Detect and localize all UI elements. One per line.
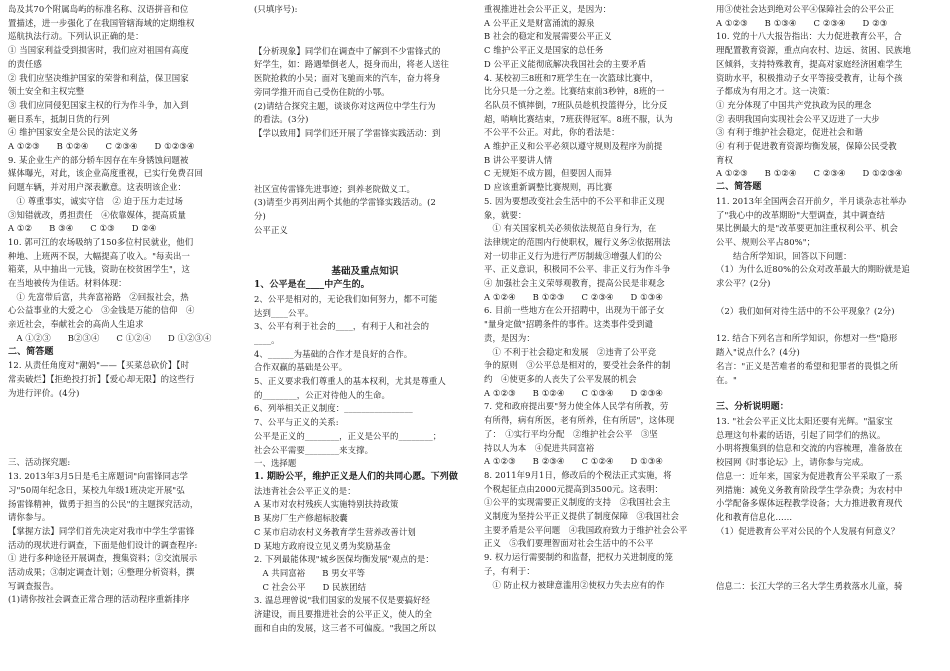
text-line: D 应该重新调整比赛规则，再比赛	[484, 182, 613, 193]
text-line: 重视推进社会公平正义，是因为：	[484, 4, 612, 14]
text-line: 在。"	[716, 374, 737, 385]
text-line: 6、列举相关正义制度：________________	[254, 403, 413, 414]
text-line: 不公平不公正。对此，你的看法是：	[484, 127, 620, 138]
text-line: (只填序号):	[254, 4, 298, 14]
text-line: C 无规矩不成方圆，但要因人而异	[484, 168, 612, 179]
text-line: 公平是正义的________，正义是公平的________；	[254, 430, 442, 441]
text-line: 种地、上班两不误，大幅提高了收入。"每卖出一	[8, 250, 190, 261]
answer-space	[716, 387, 938, 401]
text-line: B 讲公平要讲人情	[484, 154, 553, 165]
text-line: ④ 有利于促进教育资源均衡发展，保障公民受教	[716, 141, 897, 152]
text-line: 平、正义意识，积极同不公平、非正义行为作斗争	[484, 264, 671, 275]
text-line: 果比例最大的是"改革要更加注重权利公平、机会	[716, 223, 898, 234]
text-line: 9. 权力运行需要制约和监督，把权力关进制度的笼	[484, 552, 673, 563]
text-line: 的________，公正对待他人的生命。	[254, 389, 390, 400]
text-line: 砸日系车，抵制日货的行列	[8, 113, 110, 124]
section-heading: 二、简答题	[716, 182, 762, 193]
text-line: 主要矛盾是公平问题 ④我国政府致力于维护社会公平	[484, 524, 688, 535]
text-line: 法律规定的范围内行使职权，履行义务②依据刑法	[484, 236, 671, 247]
text-line: ③ 有利于维护社会稳定，促进社会和谐	[716, 127, 863, 138]
text-line: 13. 2013年3月5日是毛主席题词"向雷锋同志学	[8, 471, 189, 482]
text-line: 11. 2013年全国两会召开前夕，半月谈杂志社举办	[716, 195, 907, 206]
text-line: 争的原则 ③公平总是相对的，要受社会条件的制	[484, 360, 671, 371]
text-line: ④ 维护国家安全是公民的法定义务	[8, 127, 138, 138]
text-line: 岛及其70个附属岛屿的标准名称、汉语拼音和位	[8, 4, 189, 14]
text-line: 6. 目前一些地方在公开招聘中，出现为干部子女	[484, 305, 665, 316]
section-heading: 1、公平是在____中产生的。	[254, 280, 370, 291]
text-line: （1）促进教育公平对公民的个人发展有何意义？	[716, 525, 900, 536]
section-heading: 1. 期盼公平，维护正义是人们的共同心愿。下列做	[254, 471, 458, 482]
text-line: ① 不利于社会稳定和发展 ②违背了公平竞	[484, 346, 657, 357]
text-line: ② 表明我国向实现社会公平又迈进了一大步	[716, 113, 880, 124]
text-line: 比分只是一分之差。比赛结束前3秒钟，8班的一	[484, 86, 665, 97]
text-line: 责，是因为：	[484, 332, 535, 343]
text-line: 活动成果；③制定调查计划；④整理分析资料，撰	[8, 567, 195, 578]
text-line: C 维护公平正义是国家的总任务	[484, 45, 604, 56]
text-line: (3)请至少再列出两个其他的学雷锋实践活动。(2	[254, 197, 436, 208]
text-line: A 某市对农村残疾人实施特别扶持政策	[254, 499, 399, 510]
text-line: 2、公平是相对的，无论我们如何努力，都不可能	[254, 293, 438, 304]
text-line: 小明将搜集到的信息和交流的内容梳理，准备放在	[716, 443, 903, 454]
column-2	[254, 3, 476, 669]
text-line: ① 先富带后富，共奔富裕路 ②回报社会，热	[8, 291, 189, 302]
text-line: 社会公平需要________来支撑。	[254, 444, 374, 455]
text-line: 校园网《时事论坛》上，请你参与完成。	[716, 457, 869, 468]
text-line: 医院抢救的小吴；面对飞驰而来的汽车，奋力将身	[254, 73, 441, 84]
text-line: 10. 党的十八大报告指出：大力促进教育公平，合	[716, 31, 902, 42]
text-line: 列措施：减免义务教育阶段学生学杂费；为农村中	[716, 484, 903, 495]
answer-space	[8, 400, 230, 456]
text-line: 好学生，如：路遇晕倒老人，挺身而出，将老人送往	[254, 59, 449, 70]
text-line: 12. 结合下列名言和所学知识，你想对一些"隐形	[716, 333, 898, 344]
text-line: 扬雷锋精神，做勇于担当的公民"的主题探究活动，	[8, 498, 199, 509]
text-line: 法违背社会公平正义的是：	[254, 485, 356, 496]
text-line: 小学配备多媒体远程教学设备；大力推进教育现代	[716, 498, 903, 509]
text-line: D 某地方政府设立见义勇为奖励基金	[254, 540, 391, 551]
text-line: 有所得，病有所医，老有所养，住有所居"，这体现	[484, 415, 675, 426]
text-line: C 某市启动农村义务教育学生营养改善计划	[254, 526, 416, 537]
section-heading: 三、活动探究题:	[8, 457, 71, 468]
text-line: 求公平？(2分)	[716, 278, 771, 289]
text-line: ③知错就改，勇担责任 ④依靠媒体，提高质量	[8, 209, 186, 220]
text-line: 名言："正义是苦难者的希望和犯罪者的畏惧之所	[716, 360, 898, 371]
answer-space	[254, 17, 476, 45]
text-line: 化和教育信息化……	[716, 511, 793, 522]
text-line: A ①②③ B②③④ C ①②④ D ①②③④	[8, 332, 212, 343]
text-line: 置描述，进一步强化了在我国管辖海域的定期维权	[8, 17, 195, 28]
text-line: 信息二：长江大学的三名大学生勇救落水儿童，骑	[716, 581, 903, 592]
text-line: 区倾斜，支持特殊教育，提高对家庭经济困难学生	[716, 58, 903, 69]
text-line: 理配置教育资源，重点向农村、边远、贫困、民族地	[716, 45, 911, 56]
text-line: 济建设，而且要推进社会的公平正义，使人的全	[254, 609, 432, 620]
text-line: 分)	[254, 211, 266, 222]
text-line: 合作双赢的基础是公平。	[254, 362, 348, 373]
text-line: 达到____公平。	[254, 307, 314, 318]
text-line: ① 有关国家机关必须依法规范自身行为，在	[484, 223, 657, 234]
text-line: （2）我们如何对待生活中的不公平现象？(2分)	[716, 305, 895, 316]
text-line: 对一切非正义行为进行严厉制裁③增强人们的公	[484, 250, 662, 261]
text-line: ____。	[254, 334, 280, 345]
text-line: ① 尊重事实，诚实守信 ② 迫于压力走过场	[8, 195, 184, 206]
answer-space	[254, 141, 476, 183]
text-line: 正义 ⑤我们要理智面对社会生活中的不公平	[484, 538, 654, 549]
text-line: 的看法。(3分)	[254, 114, 309, 125]
text-line: 4. 某校初三8班和7班学生在一次篮球比赛中，	[484, 72, 659, 83]
text-line: 面和自由的发展，这三者不可偏废。"我国之所以	[254, 622, 436, 633]
text-line: A ①② B ③④ C ①③ D ②④	[8, 223, 157, 234]
text-line: ①公平的实现需要正义制度的支持 ②我国社会主	[484, 497, 671, 508]
answer-space	[254, 237, 476, 265]
text-line: 写调查报告。	[8, 580, 59, 591]
text-line: 的责任感	[8, 58, 42, 69]
text-line: 一、选择题	[254, 458, 297, 469]
text-line: A ①②③ B ①②④ C ②③④ D ①②③④	[716, 168, 903, 179]
text-line: A 维护正义和公平必须以遵守规则及程序为前提	[484, 141, 663, 152]
text-line: "量身定做"招聘条件的事件。这类事件受到谴	[484, 319, 653, 330]
column-4	[716, 3, 938, 669]
text-line: （1）为什么近80%的公众对改革最大的期盼就是追	[716, 264, 910, 275]
text-line: 名队员不慎摔倒，7班队员趁机投篮得分，比分反	[484, 99, 668, 110]
text-line: B 某房厂生产修超标胶囊	[254, 513, 348, 524]
text-line: 子，有利于：	[484, 565, 535, 576]
text-line: 12. 从责任角度对"潮妈"——【买菜总砍价】【时	[8, 360, 190, 371]
text-line: 用③使社会达到绝对公平④保障社会的公平公正	[716, 4, 894, 14]
text-line: 义制度为坚持公平正义提供了制度保障 ③我国社会	[484, 511, 679, 522]
text-line: ③ 我们应同侵犯国家主权的行为作斗争，加入到	[8, 99, 189, 110]
text-line: 10. 郭可江的农场吸纳了150多位村民就业，他们	[8, 236, 194, 247]
text-line: 5、正义要求我们尊重人的基本权利，尤其是尊重人	[254, 376, 446, 387]
text-line: 超，哨响比赛结束，7班获得冠军。8班不服，认为	[484, 113, 673, 124]
text-line: 了"我心中的改革期盼"大型调查，其中调查结	[716, 209, 885, 220]
text-line: A ①②③ B ①②④ C ②③④ D ①②③④	[8, 141, 195, 152]
chapter-title: 基础及重点知识	[331, 266, 399, 278]
text-line: 为进行评价。(4分)	[8, 387, 80, 398]
text-line: 总理这句朴素的话语，引起了同学们的热议。	[716, 429, 886, 440]
text-line: 约 ④使更多的人丧失了公平发展的机会	[484, 373, 637, 384]
text-line: 在当地被传为佳话。材料体现：	[8, 278, 127, 289]
text-line: A ①②③ B ①③④ C ②③④ D ②③	[716, 17, 888, 28]
text-line: 结合所学知识，回答以下问题：	[716, 250, 852, 261]
text-line: 心公益事业的大爱之心 ③金钱是万能的信仰 ④	[8, 305, 195, 316]
text-line: 象，就要：	[484, 209, 527, 220]
text-line: 3、公平有利于社会的____，有利于人和社会的	[254, 321, 430, 332]
text-line: ④ 加强社会主义荣辱观教育，提高公民是非观念	[484, 278, 665, 289]
text-line: (2)请结合探究主题，谈谈你对这两位中学生行为	[254, 100, 436, 111]
text-line: A 共同富裕 B 男女平等	[254, 567, 366, 578]
text-line: ① 充分体现了中国共产党执政为民的理念	[716, 99, 872, 110]
text-line: ① 进行多种途径开展调查，搜集资料；②交流展示	[8, 553, 198, 564]
column-3	[484, 3, 706, 669]
text-line: 7. 党和政府提出要"努力使全体人民学有所教，劳	[484, 401, 669, 412]
text-line: 4、______为基础的合作才是良好的合作。	[254, 348, 413, 359]
text-line: A ①②③ B ①②④ C ①③④ D ②③④	[484, 387, 663, 398]
text-line: 【分析现象】同学们在调查中了解到不少雷锋式的	[254, 45, 441, 56]
text-line: 9. 某企业生产的部分轿车因存在车身锈蚀问题被	[8, 154, 189, 165]
text-line: 亲近社会，奉献社会的高尚人生追求	[8, 319, 144, 330]
text-line: 【学以致用】同学们还开展了学雷锋实践活动：到	[254, 127, 441, 138]
text-line: 【掌握方法】同学们首先决定对我市中学生学雷锋	[8, 525, 195, 536]
text-line: 踏入"说点什么？(4分)	[716, 347, 800, 358]
text-line: 常卖破烂】【拒绝投打折】【爱心却无限】的这些行	[8, 373, 195, 384]
text-line: 7、公平与正义的关系:	[254, 417, 339, 428]
text-line: (1)请你按社会调查正常合理的活动程序重新排序	[8, 594, 190, 605]
answer-space	[716, 291, 938, 305]
text-line: 子都成为有用之才。这一决策：	[716, 86, 835, 97]
text-line: 13. "社会公平正义比太阳还要有光辉。"温家宝	[716, 415, 893, 426]
text-line: 活动的现状进行调查，下面是他们设计的调查程序:	[8, 539, 198, 550]
text-line: 巡航执法行动。下列认识正确的是：	[8, 31, 144, 42]
text-line: 资助水平，积极推动子女平等接受教育，让每个孩	[716, 72, 903, 83]
text-line: B 社会的稳定和发展需要公平正义	[484, 31, 612, 42]
text-line: 箱菜，从中抽出一元钱，资助在校贫困学生"，这	[8, 264, 190, 275]
text-line: 公平、规则公平占80%"；	[716, 236, 816, 247]
section-heading: 二、简答题	[8, 346, 54, 357]
text-line: 持以人为本 ④促进共同富裕	[484, 442, 595, 453]
text-line: C 社会公平 D 民族团结	[254, 581, 367, 592]
text-line: ① 当国家利益受到损害时，我们应对祖国有高度	[8, 45, 189, 56]
section-heading: 三、分析说明题：	[716, 402, 789, 413]
text-line: 2. 下列最能体现"城乡医保均衡发展"观点的是：	[254, 554, 434, 565]
answer-space	[716, 318, 938, 332]
text-line: 问题车辆，并对用户深表歉意。这表明该企业：	[8, 182, 186, 193]
column-1	[8, 3, 230, 669]
text-line: 8. 2011年9月1日，修改后的个税法正式实施，将	[484, 469, 672, 480]
answer-space	[716, 538, 938, 580]
text-line: 媒体曝光，对此，该企业高度重视，已实行免费召回	[8, 168, 203, 179]
text-line: 请你参与。	[8, 512, 51, 523]
text-line: D 公平正义能彻底解决我国社会的主要矛盾	[484, 58, 647, 69]
text-line: 领土安全和主权完整	[8, 86, 85, 97]
text-line: ① 防止权力被肆意滥用②使权力失去应有的作	[484, 579, 665, 590]
text-line: 公平正义	[254, 224, 288, 235]
text-line: 社区宣传雷锋先进事迹；到养老院做义工。	[254, 183, 416, 194]
text-line: A 公平正义是财富涌流的源泉	[484, 17, 595, 28]
text-line: 信息一：近年来，国家为促进教育公平采取了一系	[716, 470, 903, 481]
text-line: A ①②③ B ②③④ C ①②④ D ①③④	[484, 456, 663, 467]
text-line: 个税起征点由2000元提高到3500元。这表明：	[484, 483, 664, 494]
text-line: 3. 温总理曾说"我们国家的发展不仅是要搞好经	[254, 595, 430, 606]
text-line: 习"50周年纪念日，某校九年级1班决定开展"弘	[8, 484, 185, 495]
text-line: 育权	[716, 154, 733, 165]
text-line: 5. 因为要想改变社会生活中的不公平和非正义现	[484, 195, 665, 206]
text-line: ② 我们应坚决维护国家的荣誉和利益，保卫国家	[8, 72, 189, 83]
text-line: 旁同学推开而自己受伤住院的小鄂。	[254, 86, 390, 97]
text-line: 了： ①实行平均分配 ②维护社会公平 ③坚	[484, 428, 658, 439]
text-line: A ①②④ B ①②③ C ②③④ D ①③④	[484, 291, 663, 302]
